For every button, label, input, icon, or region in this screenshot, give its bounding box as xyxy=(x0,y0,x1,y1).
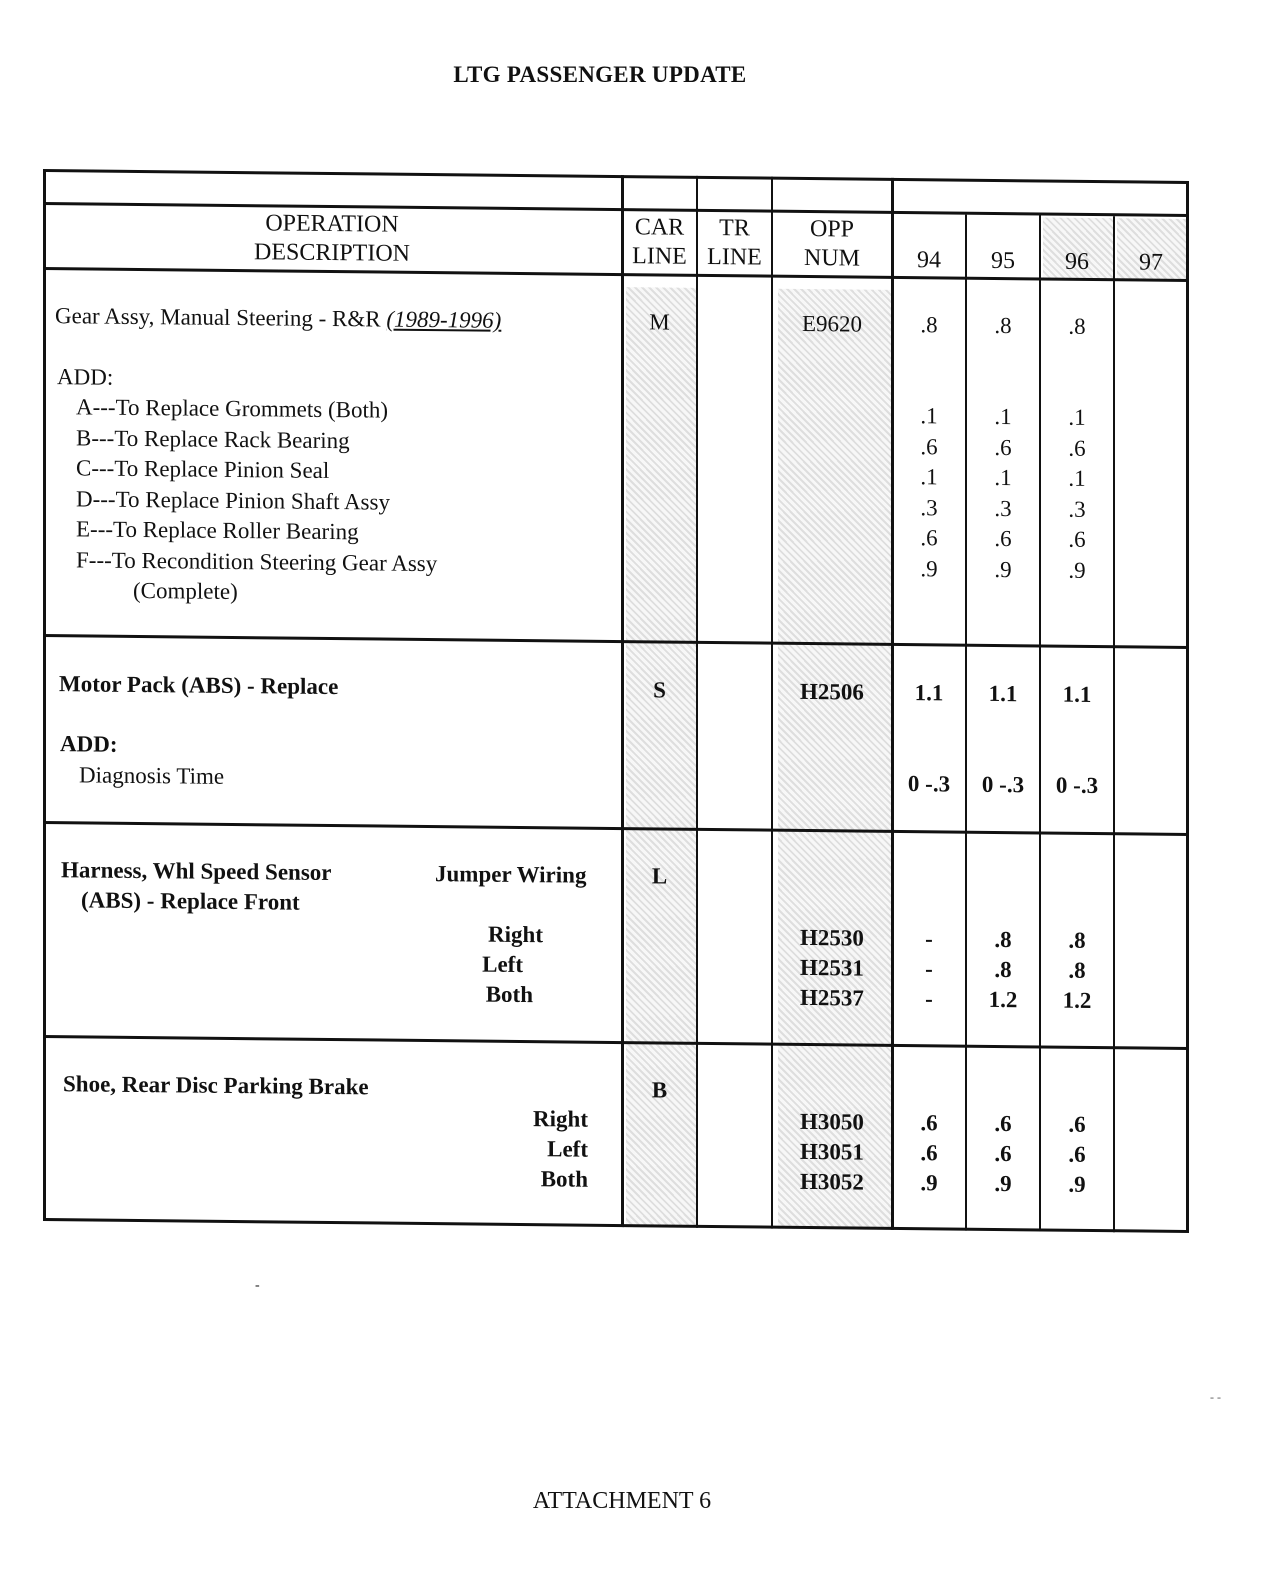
add-value-95: .1 xyxy=(994,464,1012,491)
add-item-label: F---To Recondition Steering Gear Assy xyxy=(76,547,438,577)
add-value-96: 0 -.3 xyxy=(1055,772,1099,799)
value-94: 1.1 xyxy=(914,680,944,706)
value-94: .6 xyxy=(920,1140,938,1166)
section-title-text: Gear Assy, Manual Steering - R&R xyxy=(55,303,381,332)
value-95: .8 xyxy=(994,312,1012,339)
add-item-label: B---To Replace Rack Bearing xyxy=(76,425,350,454)
value-95: 1.2 xyxy=(988,986,1018,1013)
column-divider xyxy=(1113,216,1115,1232)
value-95: .8 xyxy=(994,926,1012,953)
value-95: .9 xyxy=(994,1170,1012,1197)
opp-num-value: H2530 xyxy=(800,924,864,951)
add-item-continuation: (Complete) xyxy=(133,577,238,605)
header-text: TR xyxy=(719,215,750,242)
add-value-94: .1 xyxy=(920,403,938,429)
add-value-95: 0 -.3 xyxy=(981,771,1025,798)
value-96: .8 xyxy=(1068,313,1086,339)
header-text: DESCRIPTION xyxy=(253,239,410,267)
value-95: .8 xyxy=(994,956,1012,983)
header-text: LINE xyxy=(707,243,762,271)
value-96: 1.1 xyxy=(1062,681,1092,707)
header-year-97: 97 xyxy=(1139,249,1163,276)
add-value-96: .1 xyxy=(1068,465,1086,491)
row-label: Left xyxy=(482,951,523,978)
row-label: Both xyxy=(540,1166,588,1192)
labor-time-table xyxy=(43,169,1189,1233)
add-label: ADD: xyxy=(60,731,118,757)
opp-num-value: H2537 xyxy=(800,984,864,1011)
header-text: LINE xyxy=(632,243,687,270)
page-footer: ATTACHMENT 6 xyxy=(532,1488,712,1514)
add-value-95: .6 xyxy=(994,434,1012,461)
add-value-94: .6 xyxy=(920,525,938,551)
car-line-value: L xyxy=(651,863,668,889)
section-title: Motor Pack (ABS) - Replace xyxy=(59,671,339,700)
add-value-95: .6 xyxy=(994,525,1012,552)
header-year-94: 94 xyxy=(917,247,941,274)
add-value-96: .6 xyxy=(1068,526,1086,552)
header-text: CAR xyxy=(634,214,685,241)
add-item-label: E---To Replace Roller Bearing xyxy=(76,516,359,545)
section-title: Shoe, Rear Disc Parking Brake xyxy=(63,1071,369,1100)
opp-num-value: H2506 xyxy=(800,678,864,705)
value-94: .8 xyxy=(920,312,938,338)
add-value-94: 0 -.3 xyxy=(907,771,951,797)
header-text: OPERATION xyxy=(265,210,399,238)
add-value-94: .6 xyxy=(920,434,938,460)
value-96: .6 xyxy=(1068,1141,1086,1167)
opp-num-value: H2531 xyxy=(800,954,864,981)
add-value-94: .9 xyxy=(920,556,938,582)
value-94: - xyxy=(925,956,933,982)
years-span: (1989-1996) xyxy=(386,306,502,333)
add-value-94: .1 xyxy=(920,464,938,490)
opp-num-value: H3050 xyxy=(800,1108,864,1135)
row-label: Left xyxy=(547,1136,588,1162)
value-96: .9 xyxy=(1068,1171,1086,1197)
value-96: 1.2 xyxy=(1062,987,1092,1013)
car-line-value: M xyxy=(649,309,670,335)
section-title xyxy=(55,301,501,336)
value-95: 1.1 xyxy=(988,680,1018,707)
value-96: .8 xyxy=(1068,927,1086,953)
add-value-96: .3 xyxy=(1068,496,1086,522)
header-opp-num xyxy=(773,215,891,274)
header-text: OPP xyxy=(809,216,855,243)
value-94: .9 xyxy=(920,1170,938,1196)
column-divider xyxy=(965,215,967,1231)
section-title: (ABS) - Replace Front xyxy=(81,887,300,915)
value-96: .8 xyxy=(1068,957,1086,983)
header-year-96: 96 xyxy=(1065,248,1089,275)
add-value-95: .9 xyxy=(994,556,1012,583)
row-label: Right xyxy=(488,921,543,948)
section-note: Jumper Wiring xyxy=(435,861,587,888)
add-label: ADD: xyxy=(57,364,114,390)
header-operation-description xyxy=(43,207,621,271)
value-94: - xyxy=(925,986,933,1012)
edge-marks: - - xyxy=(1210,1390,1221,1404)
value-96: .6 xyxy=(1068,1111,1086,1137)
row-label: Right xyxy=(533,1106,588,1132)
add-item-label: Diagnosis Time xyxy=(79,762,225,789)
value-95: .6 xyxy=(994,1110,1012,1137)
add-value-95: .1 xyxy=(994,403,1012,430)
add-value-96: .1 xyxy=(1068,404,1086,430)
header-car-line xyxy=(623,213,696,272)
column-divider xyxy=(696,176,698,1228)
header-year-95: 95 xyxy=(991,247,1015,275)
opp-num-value: H3051 xyxy=(800,1138,864,1165)
column-divider xyxy=(1039,215,1041,1231)
value-95: .6 xyxy=(994,1140,1012,1167)
add-value-94: .3 xyxy=(920,495,938,521)
add-item-label: D---To Replace Pinion Shaft Assy xyxy=(76,486,390,515)
car-line-value: B xyxy=(651,1077,668,1103)
add-item-label: A---To Replace Grommets (Both) xyxy=(76,394,388,423)
section-title: Harness, Whl Speed Sensor xyxy=(61,857,332,886)
header-tr-line xyxy=(698,214,771,273)
add-value-96: .6 xyxy=(1068,435,1086,461)
value-94: - xyxy=(925,926,933,952)
add-value-95: .3 xyxy=(994,495,1012,522)
value-94: .6 xyxy=(920,1110,938,1136)
add-item-label: C---To Replace Pinion Seal xyxy=(76,455,330,483)
add-value-96: .9 xyxy=(1068,557,1086,583)
opp-num-value: H3052 xyxy=(800,1168,864,1195)
header-text: NUM xyxy=(803,244,860,272)
page-title: LTG PASSENGER UPDATE xyxy=(453,62,747,87)
car-line-value: S xyxy=(653,677,666,703)
opp-num-value: E9620 xyxy=(801,310,863,337)
stray-mark: - xyxy=(255,1278,260,1293)
row-label: Both xyxy=(485,981,533,1008)
